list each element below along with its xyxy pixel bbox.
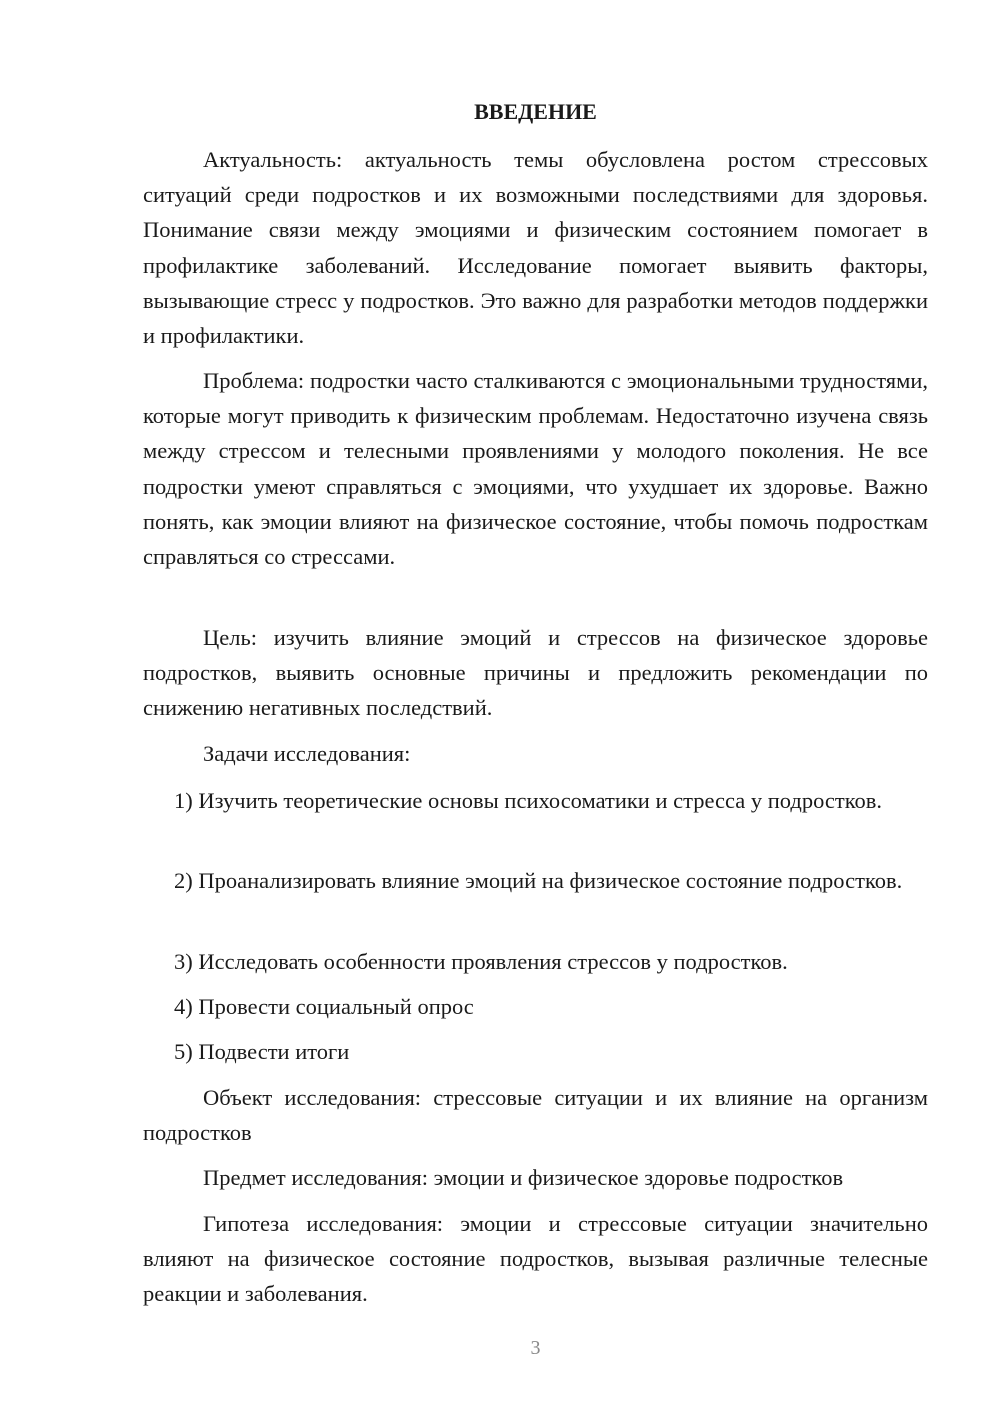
task-item-5: 5) Подвести итоги: [174, 1039, 350, 1064]
tasks-heading: Задачи исследования:: [203, 741, 411, 766]
task-item-4: 4) Провести социальный опрос: [174, 994, 474, 1019]
hypothesis-paragraph: Гипотеза исследования: эмоции и стрессовые ситуации значительно влияют на физическое состояние подростков, вызывая различные телесные реакции и заболевания.: [143, 1211, 928, 1307]
subject-paragraph: Предмет исследования: эмоции и физическое здоровье подростков: [203, 1165, 844, 1190]
task-item-3: 3) Исследовать особенности проявления стрессов у подростков.: [174, 949, 788, 974]
object-paragraph: Объект исследования: стрессовые ситуации и их влияние на организм подростков: [143, 1085, 928, 1146]
page-number: 3: [530, 1337, 541, 1359]
page-title: ВВЕДЕНИЕ: [474, 99, 597, 124]
relevance-paragraph: Актуальность: актуальность темы обусловлена ростом стрессовых ситуаций среди подростков и их возможными последствиями для здоровья. Понимание связи между эмоциями и физическим состоянием помогает в профилактике заболеваний. Исследование помогает выявить факторы, вызывающие стресс у подростков. Это важно для разработки методов поддержки и профилактики.: [143, 147, 928, 349]
task-item-1: 1) Изучить теоретические основы психосоматики и стресса у подростков.: [174, 788, 883, 813]
task-item-2: 2) Проанализировать влияние эмоций на физическое состояние подростков.: [174, 868, 903, 893]
goal-paragraph: Цель: изучить влияние эмоций и стрессов на физическое здоровье подростков, выявить основные причины и предложить рекомендации по снижению негативных последствий.: [143, 625, 928, 721]
problem-paragraph: Проблема: подростки часто сталкиваются с эмоциональными трудностями, которые могут приводить к физическим проблемам. Недостаточно изучена связь между стрессом и телесными проявлениями у молодого поколения. Не все подростки умеют справляться с эмоциями, что ухудшает их здоровье. Важно понять, как эмоции влияют на физическое состояние, чтобы помочь подросткам справляться со стрессами.: [143, 368, 928, 570]
